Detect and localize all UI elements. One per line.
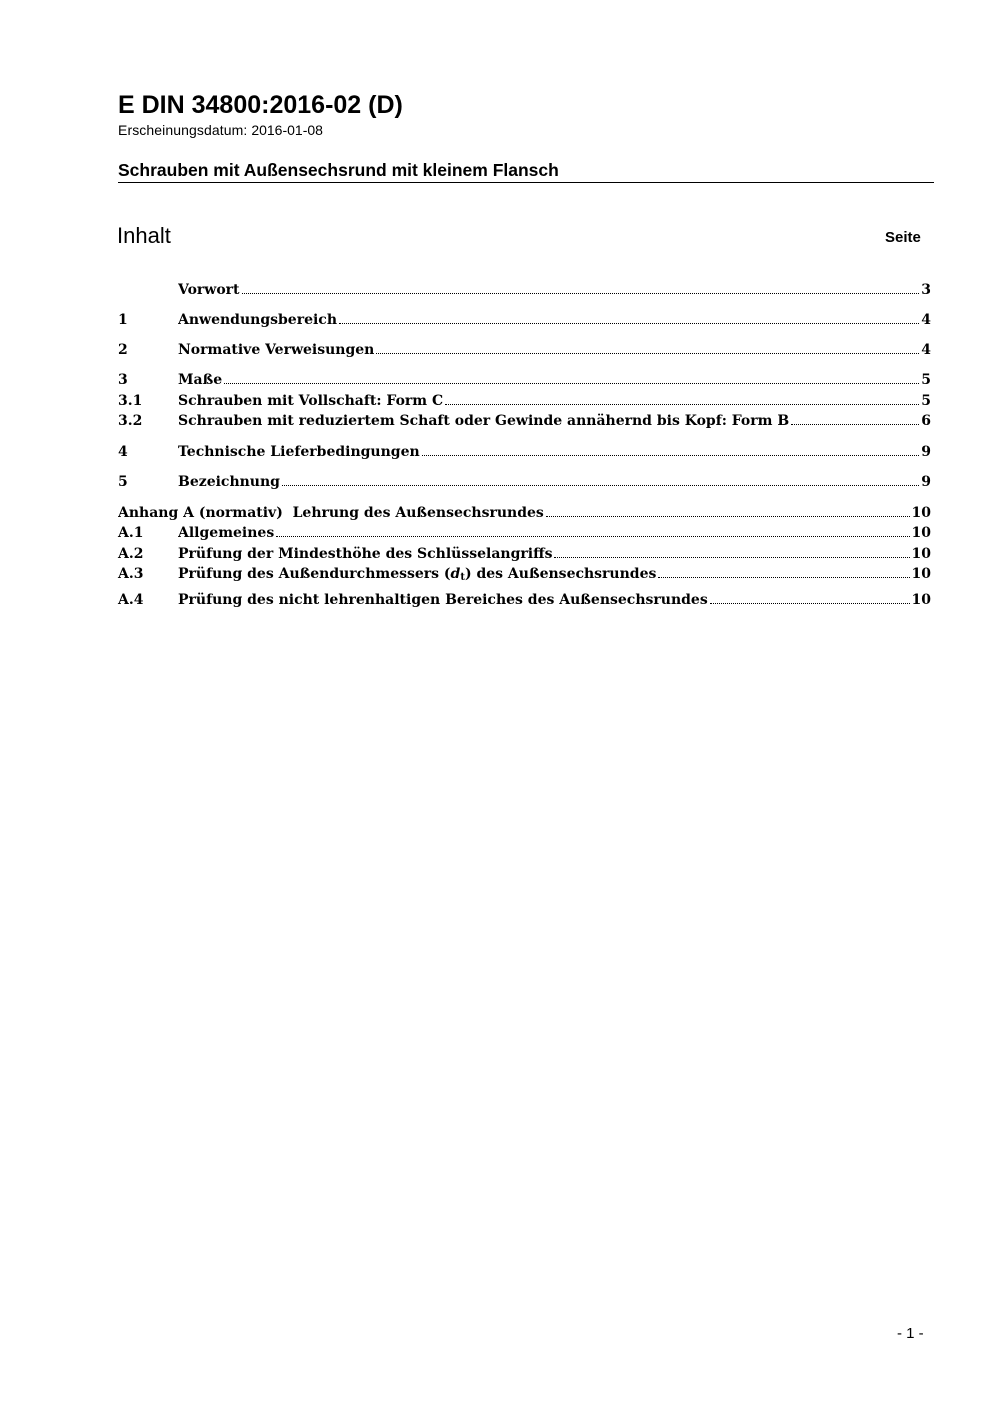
publication-date-label: Erscheinungsdatum: xyxy=(118,122,248,138)
toc-dot-leader xyxy=(710,603,910,604)
toc-dot-leader xyxy=(376,353,919,354)
toc-dot-leader xyxy=(224,383,919,384)
toc-entry-3-2[interactable] xyxy=(118,411,931,431)
toc-entry-page: 10 xyxy=(911,546,931,562)
toc-entry-number: 3 xyxy=(118,372,128,388)
toc-entry-page: 4 xyxy=(921,342,931,358)
toc-entry-number: 1 xyxy=(118,312,128,328)
toc-entry-number: 2 xyxy=(118,342,128,358)
toc-entry-page: 3 xyxy=(921,282,931,298)
toc-page-column-label: Seite xyxy=(885,229,921,246)
toc-entry-page: 10 xyxy=(911,525,931,541)
toc-entry-title: Technische Lieferbedingungen xyxy=(178,444,420,460)
toc-entry-1[interactable] xyxy=(118,310,931,330)
toc-entry-a-3[interactable] xyxy=(118,564,931,584)
toc-entry-page: 10 xyxy=(911,592,931,608)
page-number: - 1 - xyxy=(897,1325,924,1342)
toc-entry-page: 5 xyxy=(921,393,931,409)
toc-entry-title: Prüfung der Mindesthöhe des Schlüsselangriffs xyxy=(178,546,553,562)
toc-dot-leader xyxy=(276,536,909,537)
toc-entry-2[interactable] xyxy=(118,340,931,360)
toc-dot-leader xyxy=(339,323,919,324)
toc-entry-vorwort[interactable] xyxy=(118,280,931,300)
toc-entry-a-2[interactable] xyxy=(118,544,931,564)
publication-date-value: 2016-01-08 xyxy=(251,122,323,138)
toc-entry-title: Schrauben mit Vollschaft: Form C xyxy=(178,393,444,409)
math-subscript: t xyxy=(460,572,465,583)
toc-entry-5[interactable] xyxy=(118,472,931,492)
toc-entry-number: 3.2 xyxy=(118,413,143,429)
toc-entry-number: 5 xyxy=(118,474,128,490)
math-variable: d xyxy=(450,566,461,582)
toc-entry-page: 4 xyxy=(921,312,931,328)
toc-dot-leader xyxy=(282,485,919,486)
toc-dot-leader xyxy=(445,404,919,405)
toc-entry-title-part: Prüfung des Außendurchmessers ( xyxy=(178,566,451,582)
toc-dot-leader xyxy=(422,455,920,456)
toc-entry-3[interactable] xyxy=(118,370,931,390)
toc-entry-page: 9 xyxy=(921,444,931,460)
toc-entry-page: 10 xyxy=(911,566,931,582)
toc-entry-number: A.4 xyxy=(118,592,144,608)
toc-entry-page: 10 xyxy=(911,505,931,521)
document-id: E DIN 34800:2016-02 (D) xyxy=(118,91,403,119)
toc-entry-4[interactable] xyxy=(118,442,931,462)
toc-entry-title-part: ) des Außensechsrundes xyxy=(464,566,657,582)
toc-entry-number: A.1 xyxy=(118,525,144,541)
toc-dot-leader xyxy=(242,293,920,294)
toc-entry-page: 6 xyxy=(921,413,931,429)
toc-entry-number: 4 xyxy=(118,444,128,460)
toc-entry-a-1[interactable] xyxy=(118,523,931,543)
toc-entry-page: 5 xyxy=(921,372,931,388)
toc-entry-title: Schrauben mit reduziertem Schaft oder Gewinde annähernd bis Kopf: Form B xyxy=(178,413,790,429)
toc-entry-page: 9 xyxy=(921,474,931,490)
toc-entry-title: Vorwort xyxy=(178,282,240,298)
toc-entry-number: A.3 xyxy=(118,566,144,582)
toc-dot-leader xyxy=(554,557,909,558)
toc-entry-title xyxy=(178,564,656,584)
toc-entry-title: Anhang A (normativ) Lehrung des Außensechsrundes xyxy=(118,505,544,521)
toc-entry-annex-a[interactable] xyxy=(118,503,931,523)
toc-entry-a-4[interactable] xyxy=(118,590,931,610)
title-underline xyxy=(118,182,934,183)
publication-date-line xyxy=(118,121,323,139)
toc-entry-3-1[interactable] xyxy=(118,391,931,411)
toc-heading: Inhalt xyxy=(117,223,171,248)
toc-dot-leader xyxy=(791,424,919,425)
toc-entry-title: Anwendungsbereich xyxy=(178,312,337,328)
toc-entry-title: Bezeichnung xyxy=(178,474,280,490)
toc-dot-leader xyxy=(546,516,910,517)
toc-entry-number: 3.1 xyxy=(118,393,143,409)
toc-entry-title: Normative Verweisungen xyxy=(178,342,375,358)
document-title: Schrauben mit Außensechsrund mit kleinem Flansch xyxy=(118,160,559,180)
toc-entry-title: Allgemeines xyxy=(178,525,275,541)
toc-entry-title: Maße xyxy=(178,372,223,388)
toc-dot-leader xyxy=(658,577,909,578)
toc-entry-number: A.2 xyxy=(118,546,144,562)
toc-entry-title: Prüfung des nicht lehrenhaltigen Bereiches des Außensechsrundes xyxy=(178,592,708,608)
